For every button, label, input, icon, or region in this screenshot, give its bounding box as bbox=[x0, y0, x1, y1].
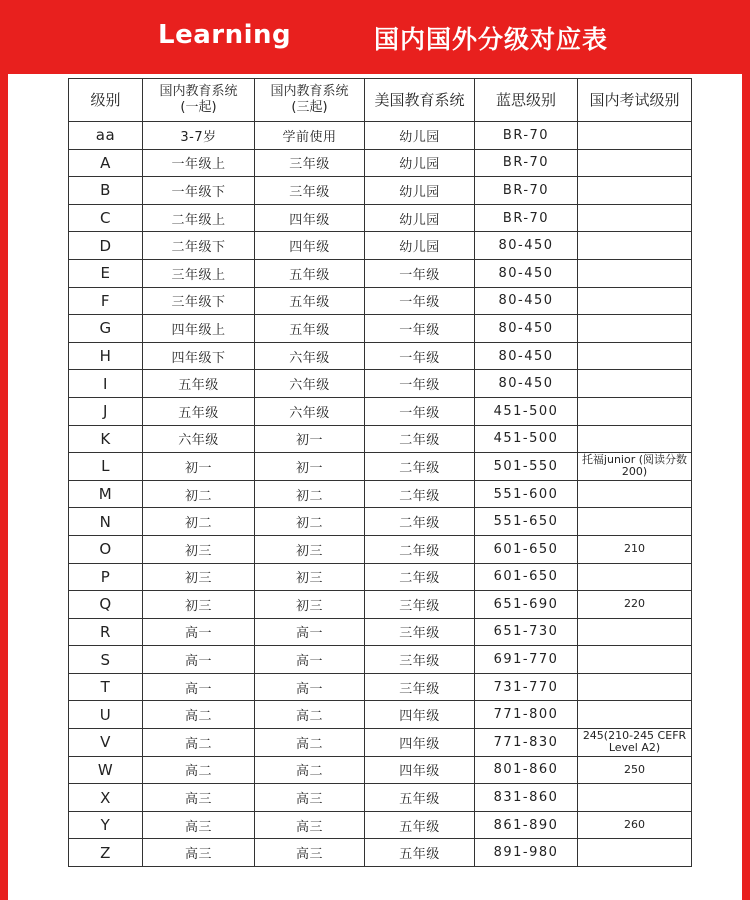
cell-level: L bbox=[69, 453, 143, 481]
cell-cn-grade-3: 三年级 bbox=[255, 149, 365, 177]
cell-cn-grade-3: 初三 bbox=[255, 591, 365, 619]
cell-cn-grade-1: 高三 bbox=[143, 784, 255, 812]
cell-cn-grade-1: 四年级下 bbox=[143, 342, 255, 370]
cell-lexile: 80-450 bbox=[475, 315, 578, 343]
cell-cn-exam bbox=[578, 149, 692, 177]
header-line: 国内教育系统 bbox=[159, 84, 238, 99]
cell-cn-exam bbox=[578, 563, 692, 591]
header-line: 国内考试级别 bbox=[589, 91, 680, 109]
header-line: (三起) bbox=[291, 100, 328, 115]
table-row bbox=[69, 149, 692, 177]
cell-us-grade: 幼儿园 bbox=[365, 177, 475, 205]
cell-level: N bbox=[69, 508, 143, 536]
cell-lexile: 651-730 bbox=[475, 618, 578, 646]
cell-cn-grade-1: 初二 bbox=[143, 480, 255, 508]
cell-cn-exam bbox=[578, 508, 692, 536]
header-col-cn-grade-1 bbox=[143, 79, 255, 122]
cell-cn-exam: 260 bbox=[578, 811, 692, 839]
cell-lexile: 691-770 bbox=[475, 646, 578, 674]
table-row bbox=[69, 508, 692, 536]
cell-level: T bbox=[69, 673, 143, 701]
cell-level: J bbox=[69, 397, 143, 425]
cell-level: U bbox=[69, 701, 143, 729]
cell-us-grade: 幼儿园 bbox=[365, 204, 475, 232]
cell-level: D bbox=[69, 232, 143, 260]
cell-us-grade: 二年级 bbox=[365, 508, 475, 536]
cell-cn-grade-1: 高一 bbox=[143, 618, 255, 646]
table-row bbox=[69, 618, 692, 646]
cell-us-grade: 三年级 bbox=[365, 591, 475, 619]
cell-cn-grade-3: 高二 bbox=[255, 729, 365, 757]
cell-cn-grade-1: 二年级下 bbox=[143, 232, 255, 260]
cell-cn-grade-1: 初三 bbox=[143, 591, 255, 619]
header-line: 美国教育系统 bbox=[374, 91, 465, 109]
grading-table bbox=[68, 78, 692, 867]
cell-cn-exam bbox=[578, 784, 692, 812]
cell-us-grade: 幼儿园 bbox=[365, 232, 475, 260]
header-col-cn-grade-3 bbox=[255, 79, 365, 122]
cell-cn-grade-1: 初三 bbox=[143, 563, 255, 591]
table-row bbox=[69, 563, 692, 591]
cell-cn-grade-1: 初二 bbox=[143, 508, 255, 536]
cell-cn-grade-3: 高一 bbox=[255, 618, 365, 646]
cell-cn-grade-1: 高二 bbox=[143, 729, 255, 757]
cell-cn-grade-3: 初三 bbox=[255, 535, 365, 563]
cell-lexile: 80-450 bbox=[475, 259, 578, 287]
cell-level: C bbox=[69, 204, 143, 232]
cell-us-grade: 三年级 bbox=[365, 618, 475, 646]
cell-lexile: 551-650 bbox=[475, 508, 578, 536]
cell-level: O bbox=[69, 535, 143, 563]
cell-cn-grade-3: 高三 bbox=[255, 811, 365, 839]
cell-cn-grade-3: 初一 bbox=[255, 453, 365, 481]
table-row bbox=[69, 287, 692, 315]
table-row bbox=[69, 177, 692, 205]
cell-cn-exam: 250 bbox=[578, 756, 692, 784]
cell-level: G bbox=[69, 315, 143, 343]
cell-level: I bbox=[69, 370, 143, 398]
header-col-us-grade bbox=[365, 79, 475, 122]
cell-cn-exam: 托福junior (阅读分数200) bbox=[578, 453, 692, 481]
cell-lexile: BR-70 bbox=[475, 149, 578, 177]
cell-lexile: 501-550 bbox=[475, 453, 578, 481]
cell-level: aa bbox=[69, 122, 143, 150]
cell-lexile: 771-830 bbox=[475, 729, 578, 757]
cell-cn-exam bbox=[578, 425, 692, 453]
cell-level: X bbox=[69, 784, 143, 812]
cell-cn-grade-1: 三年级下 bbox=[143, 287, 255, 315]
cell-cn-grade-1: 六年级 bbox=[143, 425, 255, 453]
table-row bbox=[69, 784, 692, 812]
cell-us-grade: 五年级 bbox=[365, 784, 475, 812]
cell-cn-exam bbox=[578, 232, 692, 260]
cell-cn-grade-1: 高二 bbox=[143, 701, 255, 729]
header-line: 级别 bbox=[90, 91, 121, 109]
cell-lexile: 771-800 bbox=[475, 701, 578, 729]
cell-us-grade: 四年级 bbox=[365, 729, 475, 757]
cell-us-grade: 幼儿园 bbox=[365, 122, 475, 150]
cell-level: Y bbox=[69, 811, 143, 839]
cell-cn-exam bbox=[578, 177, 692, 205]
brand-title: Learning bbox=[158, 20, 292, 50]
cell-us-grade: 一年级 bbox=[365, 342, 475, 370]
header-line: 蓝思级别 bbox=[495, 91, 556, 109]
cell-lexile: 601-650 bbox=[475, 535, 578, 563]
cell-cn-grade-3: 五年级 bbox=[255, 259, 365, 287]
cell-level: Q bbox=[69, 591, 143, 619]
cell-cn-grade-3: 高三 bbox=[255, 839, 365, 867]
cell-us-grade: 一年级 bbox=[365, 397, 475, 425]
table-row bbox=[69, 425, 692, 453]
cell-cn-exam bbox=[578, 701, 692, 729]
header-banner bbox=[0, 0, 750, 74]
cell-lexile: 80-450 bbox=[475, 287, 578, 315]
cell-lexile: 601-650 bbox=[475, 563, 578, 591]
table-row bbox=[69, 122, 692, 150]
table-row bbox=[69, 204, 692, 232]
table-row bbox=[69, 839, 692, 867]
cell-cn-grade-3: 五年级 bbox=[255, 315, 365, 343]
table-row bbox=[69, 756, 692, 784]
cell-level: H bbox=[69, 342, 143, 370]
cell-cn-grade-3: 高一 bbox=[255, 646, 365, 674]
cell-cn-exam bbox=[578, 315, 692, 343]
table-row bbox=[69, 673, 692, 701]
cell-cn-grade-3: 初二 bbox=[255, 508, 365, 536]
cell-lexile: BR-70 bbox=[475, 204, 578, 232]
cell-cn-grade-1: 高三 bbox=[143, 839, 255, 867]
table-row bbox=[69, 480, 692, 508]
header-line: 国内教育系统 bbox=[270, 84, 349, 99]
cell-cn-grade-1: 五年级 bbox=[143, 397, 255, 425]
page-title: 国内国外分级对应表 bbox=[374, 25, 609, 54]
cell-cn-exam bbox=[578, 673, 692, 701]
cell-us-grade: 五年级 bbox=[365, 839, 475, 867]
cell-cn-grade-1: 二年级上 bbox=[143, 204, 255, 232]
cell-lexile: 651-690 bbox=[475, 591, 578, 619]
cell-cn-exam bbox=[578, 342, 692, 370]
table-header-row bbox=[69, 79, 692, 122]
cell-level: K bbox=[69, 425, 143, 453]
cell-cn-exam bbox=[578, 204, 692, 232]
cell-cn-grade-3: 三年级 bbox=[255, 177, 365, 205]
cell-lexile: 861-890 bbox=[475, 811, 578, 839]
cell-us-grade: 五年级 bbox=[365, 811, 475, 839]
cell-level: P bbox=[69, 563, 143, 591]
table-row bbox=[69, 701, 692, 729]
cell-cn-exam bbox=[578, 259, 692, 287]
cell-cn-grade-3: 初二 bbox=[255, 480, 365, 508]
cell-cn-grade-3: 高三 bbox=[255, 784, 365, 812]
cell-lexile: 451-500 bbox=[475, 425, 578, 453]
header-col-lexile bbox=[475, 79, 578, 122]
table-row bbox=[69, 729, 692, 757]
cell-level: B bbox=[69, 177, 143, 205]
cell-lexile: 80-450 bbox=[475, 342, 578, 370]
table-row bbox=[69, 370, 692, 398]
cell-us-grade: 三年级 bbox=[365, 646, 475, 674]
cell-cn-exam bbox=[578, 839, 692, 867]
table-row bbox=[69, 342, 692, 370]
cell-cn-grade-3: 学前使用 bbox=[255, 122, 365, 150]
cell-us-grade: 一年级 bbox=[365, 259, 475, 287]
cell-cn-grade-1: 一年级下 bbox=[143, 177, 255, 205]
cell-us-grade: 二年级 bbox=[365, 563, 475, 591]
cell-us-grade: 一年级 bbox=[365, 370, 475, 398]
cell-level: M bbox=[69, 480, 143, 508]
cell-cn-grade-1: 四年级上 bbox=[143, 315, 255, 343]
cell-cn-grade-1: 三年级上 bbox=[143, 259, 255, 287]
table-body bbox=[69, 122, 692, 867]
cell-cn-grade-3: 初一 bbox=[255, 425, 365, 453]
cell-cn-grade-1: 高二 bbox=[143, 756, 255, 784]
cell-cn-exam bbox=[578, 618, 692, 646]
cell-us-grade: 幼儿园 bbox=[365, 149, 475, 177]
cell-level: A bbox=[69, 149, 143, 177]
cell-cn-exam bbox=[578, 122, 692, 150]
table-row bbox=[69, 535, 692, 563]
cell-lexile: 731-770 bbox=[475, 673, 578, 701]
cell-cn-exam: 220 bbox=[578, 591, 692, 619]
cell-level: V bbox=[69, 729, 143, 757]
cell-us-grade: 一年级 bbox=[365, 287, 475, 315]
table-row bbox=[69, 315, 692, 343]
cell-lexile: 80-450 bbox=[475, 370, 578, 398]
header-line: (一起) bbox=[180, 100, 217, 115]
table-row bbox=[69, 453, 692, 481]
cell-us-grade: 二年级 bbox=[365, 535, 475, 563]
cell-lexile: BR-70 bbox=[475, 177, 578, 205]
cell-cn-exam bbox=[578, 287, 692, 315]
cell-level: E bbox=[69, 259, 143, 287]
table-row bbox=[69, 259, 692, 287]
header-col-level bbox=[69, 79, 143, 122]
table-row bbox=[69, 591, 692, 619]
cell-level: W bbox=[69, 756, 143, 784]
cell-cn-exam bbox=[578, 397, 692, 425]
cell-level: Z bbox=[69, 839, 143, 867]
table-row bbox=[69, 232, 692, 260]
content-panel bbox=[8, 74, 742, 900]
cell-level: F bbox=[69, 287, 143, 315]
cell-cn-grade-3: 五年级 bbox=[255, 287, 365, 315]
cell-cn-grade-3: 高一 bbox=[255, 673, 365, 701]
table-row bbox=[69, 397, 692, 425]
cell-lexile: BR-70 bbox=[475, 122, 578, 150]
cell-cn-grade-1: 一年级上 bbox=[143, 149, 255, 177]
cell-cn-grade-1: 五年级 bbox=[143, 370, 255, 398]
cell-us-grade: 二年级 bbox=[365, 480, 475, 508]
cell-us-grade: 四年级 bbox=[365, 756, 475, 784]
cell-lexile: 451-500 bbox=[475, 397, 578, 425]
cell-cn-grade-1: 高一 bbox=[143, 646, 255, 674]
cell-cn-grade-3: 四年级 bbox=[255, 204, 365, 232]
cell-cn-grade-1: 3-7岁 bbox=[143, 122, 255, 150]
cell-cn-exam: 210 bbox=[578, 535, 692, 563]
cell-cn-exam bbox=[578, 480, 692, 508]
cell-cn-grade-1: 初三 bbox=[143, 535, 255, 563]
cell-cn-grade-1: 高一 bbox=[143, 673, 255, 701]
cell-lexile: 801-860 bbox=[475, 756, 578, 784]
cell-level: S bbox=[69, 646, 143, 674]
cell-cn-exam: 245(210-245 CEFR Level A2) bbox=[578, 729, 692, 757]
cell-cn-grade-1: 高三 bbox=[143, 811, 255, 839]
cell-lexile: 891-980 bbox=[475, 839, 578, 867]
cell-cn-grade-1: 初一 bbox=[143, 453, 255, 481]
header-col-cn-exam bbox=[578, 79, 692, 122]
cell-cn-grade-3: 六年级 bbox=[255, 370, 365, 398]
cell-lexile: 551-600 bbox=[475, 480, 578, 508]
cell-cn-grade-3: 高二 bbox=[255, 756, 365, 784]
table-row bbox=[69, 811, 692, 839]
cell-cn-grade-3: 四年级 bbox=[255, 232, 365, 260]
cell-us-grade: 四年级 bbox=[365, 701, 475, 729]
cell-cn-grade-3: 六年级 bbox=[255, 342, 365, 370]
cell-cn-grade-3: 初三 bbox=[255, 563, 365, 591]
cell-lexile: 831-860 bbox=[475, 784, 578, 812]
cell-us-grade: 一年级 bbox=[365, 315, 475, 343]
table-row bbox=[69, 646, 692, 674]
cell-cn-exam bbox=[578, 646, 692, 674]
cell-cn-grade-3: 六年级 bbox=[255, 397, 365, 425]
cell-us-grade: 二年级 bbox=[365, 425, 475, 453]
cell-level: R bbox=[69, 618, 143, 646]
cell-lexile: 80-450 bbox=[475, 232, 578, 260]
cell-us-grade: 三年级 bbox=[365, 673, 475, 701]
cell-cn-grade-3: 高二 bbox=[255, 701, 365, 729]
cell-cn-exam bbox=[578, 370, 692, 398]
cell-us-grade: 二年级 bbox=[365, 453, 475, 481]
